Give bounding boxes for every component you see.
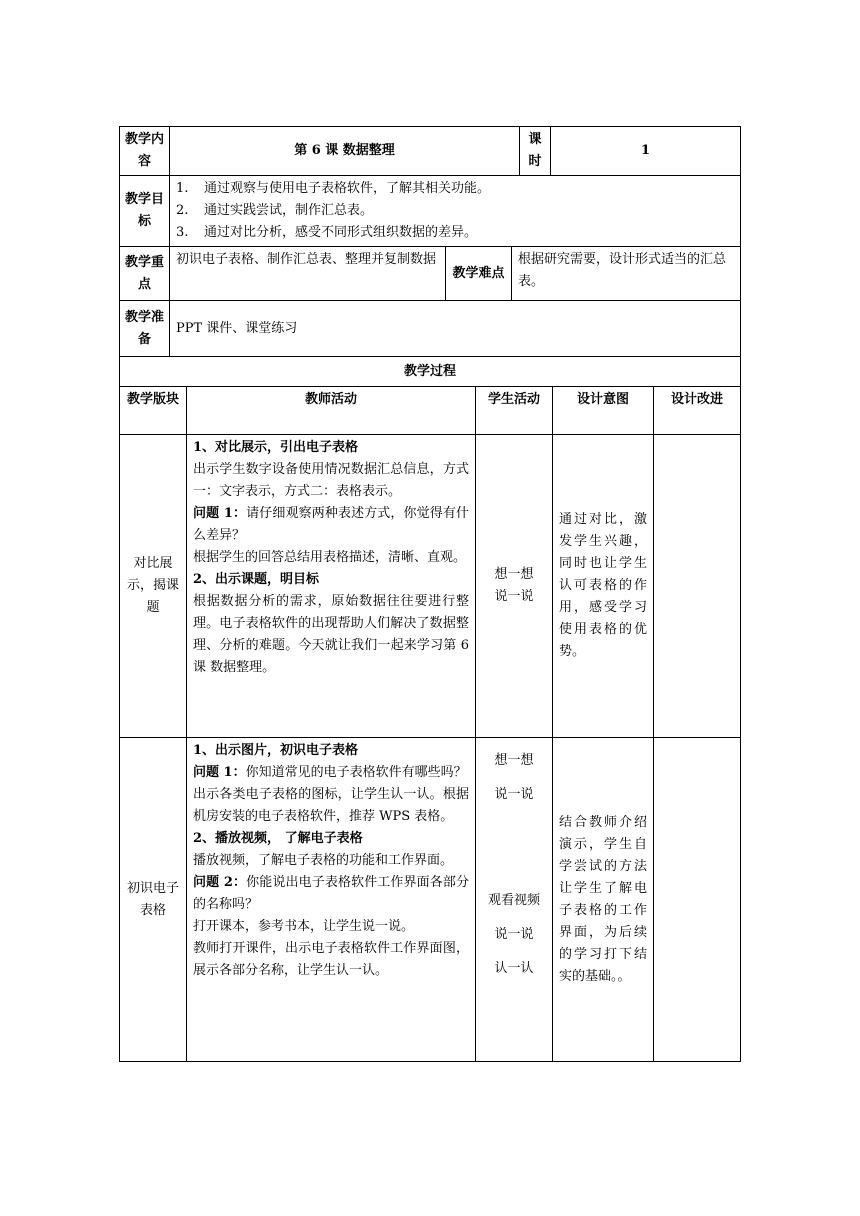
step-heading: 1、出示图片，初识电子表格 <box>193 743 359 758</box>
design-intent: 结合教师介绍演示，学生自学尝试的方法让学生了解电子表格的工作界面，为后续的学习打下结实的基础。。 <box>553 738 654 1062</box>
question: 问题 1：你知道常见的电子表格软件有哪些吗？ <box>193 765 467 780</box>
student-step: 说一说 <box>494 787 534 802</box>
student-step: 说一说 <box>494 589 534 604</box>
step-heading: 2、出示课题，明目标 <box>193 572 320 587</box>
col-module: 教学版块 <box>120 387 187 435</box>
goals-list <box>170 176 741 247</box>
step-heading: 1、对比展示，引出电子表格 <box>193 440 359 455</box>
prep-label: 教学准备 <box>120 301 170 357</box>
paragraph: 根据学生的回答总结用表格描述，清晰、直观。 <box>193 550 467 565</box>
hours-value: 1 <box>551 127 741 176</box>
info-table <box>119 126 741 357</box>
key-points-label: 教学重点 <box>120 247 170 301</box>
paragraph: 播放视频，了解电子表格的功能和工作界面。 <box>193 853 454 868</box>
design-intent: 通过对比，激发学生兴趣，同时也让学生认可表格的作用，感受学习使用表格的优势。 <box>553 435 654 738</box>
teacher-activity <box>187 738 476 1062</box>
paragraph: 出示学生数字设备使用情况数据汇总信息，方式一：文字表示，方式二：表格表示。 <box>193 462 469 499</box>
question: 问题 2：你能说出电子表格软件工作界面各部分的名称吗？ <box>193 875 469 912</box>
goals-row <box>120 176 741 247</box>
step-heading: 2、播放视频， 了解电子表格 <box>193 831 363 846</box>
process-title-row <box>120 357 741 387</box>
student-step: 认一认 <box>494 961 534 976</box>
difficulty-label: 教学难点 <box>446 247 512 301</box>
student-activity <box>476 738 553 1062</box>
paragraph: 教师打开课件，出示电子表格软件工作界面图，展示各部分名称，让学生认一认。 <box>193 941 469 978</box>
key-points-row <box>120 247 741 301</box>
difficulty-text: 根据研究需要，设计形式适当的汇总表。 <box>512 247 741 301</box>
teacher-activity <box>187 435 476 738</box>
lesson-title: 第 6 课 数据整理 <box>170 127 520 176</box>
process-title: 教学过程 <box>120 357 741 387</box>
content-label: 教学内容 <box>120 127 170 176</box>
goal-item: 1. 通过观察与使用电子表格软件，了解其相关功能。 <box>176 181 491 196</box>
student-activity <box>476 435 553 738</box>
module-cell: 初识电子表格 <box>120 738 187 1062</box>
student-step: 说一说 <box>494 927 534 942</box>
prep-text: PPT 课件、课堂练习 <box>170 301 741 357</box>
design-improvement <box>654 435 741 738</box>
process-table <box>119 356 741 1062</box>
question: 问题 1：请仔细观察两种表述方式，你觉得有什么差异？ <box>193 506 469 543</box>
col-improve: 设计改进 <box>654 387 741 435</box>
column-header-row <box>120 387 741 435</box>
paragraph: 出示各类电子表格的图标，让学生认一认。根据机房安装的电子表格软件，推荐 WPS 表格。 <box>193 787 469 824</box>
process-row <box>120 738 741 1062</box>
process-row <box>120 435 741 738</box>
prep-row <box>120 301 741 357</box>
spacer <box>482 812 546 884</box>
header-row <box>120 127 741 176</box>
key-points-text: 初识电子表格、制作汇总表、整理并复制数据 <box>170 247 446 301</box>
paragraph: 打开课本，参考书本，让学生说一说。 <box>193 919 415 934</box>
module-cell: 对比展示，揭课题 <box>120 435 187 738</box>
col-student: 学生活动 <box>476 387 553 435</box>
goals-label: 教学目标 <box>120 176 170 247</box>
col-intent: 设计意图 <box>553 387 654 435</box>
student-step: 观看视频 <box>487 893 540 908</box>
student-step: 想一想 <box>494 567 534 582</box>
design-improvement <box>654 738 741 1062</box>
paragraph: 根据数据分析的需求，原始数据往往要进行整理。电子表格软件的出现帮助人们解决了数据整理、分析的难题。今天就让我们一起来学习第 6 课 数据整理。 <box>193 594 469 675</box>
hours-label: 课时 <box>520 127 551 176</box>
col-teacher: 教师活动 <box>187 387 476 435</box>
goal-item: 3. 通过对比分析，感受不同形式组织数据的差异。 <box>176 225 478 240</box>
student-step: 想一想 <box>494 753 534 768</box>
lesson-plan <box>119 126 740 1062</box>
goal-item: 2. 通过实践尝试，制作汇总表。 <box>176 203 374 218</box>
